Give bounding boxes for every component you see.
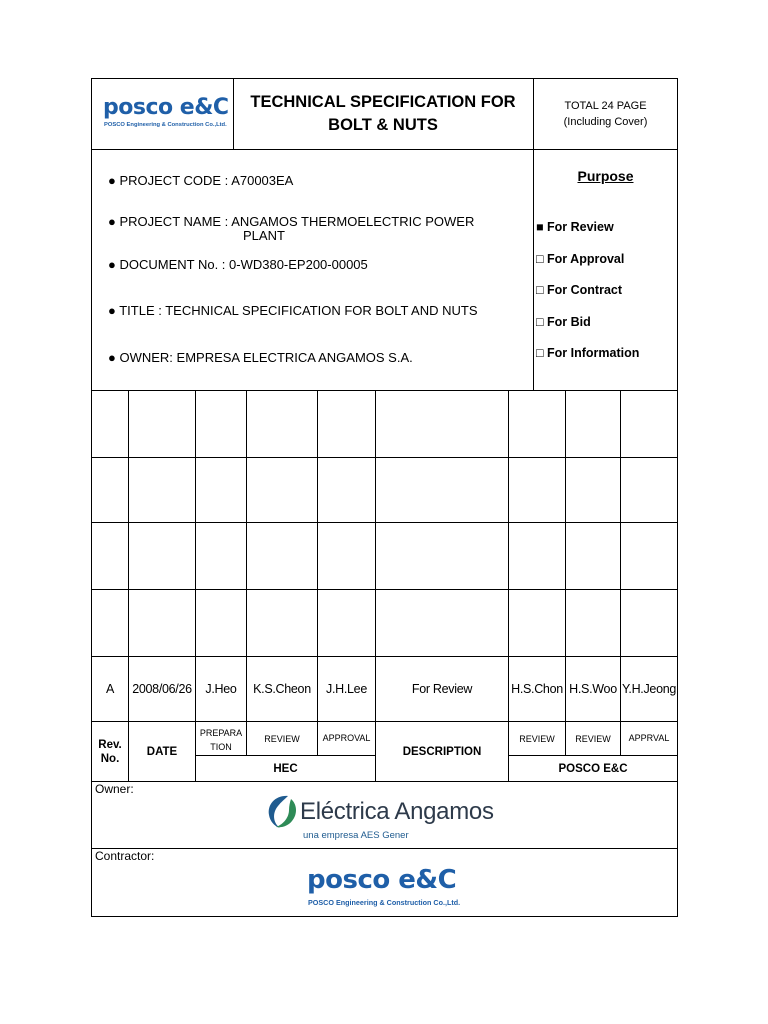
posco-logo-header <box>92 80 233 148</box>
posco-approval-cell: Y.H.Jeong <box>621 682 677 696</box>
angamos-swirl-icon <box>264 793 302 831</box>
grid-col <box>195 390 196 781</box>
electrica-angamos-logo <box>262 793 512 845</box>
including-cover: (Including Cover) <box>563 116 648 128</box>
rev-date-cell: 2008/06/26 <box>132 682 192 696</box>
owner-info: ● OWNER: EMPRESA ELECTRICA ANGAMOS S.A. <box>108 350 413 365</box>
purpose-for-review[interactable]: ■ For Review <box>536 220 614 234</box>
rev-no-cell: A <box>105 682 115 696</box>
rev-approval-cell: J.H.Lee <box>326 682 367 696</box>
document-number: ● DOCUMENT No. : 0-WD380-EP200-00005 <box>108 257 368 272</box>
title-line-1: TECHNICAL SPECIFICATION FOR <box>250 93 516 111</box>
rev-row-divider <box>91 457 678 458</box>
rev-row-divider <box>91 589 678 590</box>
rev-review-cell: K.S.Cheon <box>253 682 311 696</box>
angamos-logo-name: Eléctrica Angamos <box>300 798 494 825</box>
purpose-for-contract[interactable]: □ For Contract <box>536 283 623 297</box>
rev-no-header <box>92 722 128 781</box>
rev-row-divider <box>91 522 678 523</box>
project-name: ● PROJECT NAME : ANGAMOS THERMOELECTRIC POWER <box>108 214 475 229</box>
description-header: DESCRIPTION <box>402 745 482 758</box>
posco-review1-header: REVIEW <box>519 733 555 744</box>
page-count <box>534 80 677 148</box>
approval-header: APPROVAL <box>322 732 371 743</box>
posco-logo-subtext-large: POSCO Engineering & Construction Co.,Ltd. <box>308 898 461 907</box>
document-title-info: ● TITLE : TECHNICAL SPECIFICATION FOR BOLT AND NUTS <box>108 303 478 318</box>
owner-divider <box>91 848 678 849</box>
posco-header: POSCO E&C <box>558 762 628 775</box>
rev-description-cell: For Review <box>411 682 473 696</box>
purpose-for-bid[interactable]: □ For Bid <box>536 315 591 329</box>
hec-header: HEC <box>273 762 298 775</box>
posco-review1-cell: H.S.Chon <box>511 682 563 696</box>
total-pages: TOTAL 24 PAGE <box>564 100 647 112</box>
project-code: ● PROJECT CODE : A70003EA <box>108 173 294 188</box>
posco-logo-subtext: POSCO Engineering & Construction Co.,Ltd. <box>104 122 227 128</box>
posco-logo-text: posco e&C <box>103 95 229 120</box>
review-header: REVIEW <box>264 733 300 744</box>
posco-logo-contractor <box>305 865 475 913</box>
prep-label-1: PREPARA <box>199 727 243 738</box>
no-label: No. <box>100 752 120 765</box>
date-header: DATE <box>146 745 178 758</box>
posco-review2-header: REVIEW <box>575 733 611 744</box>
purpose-heading: Purpose <box>577 168 634 184</box>
title-line-2: BOLT & NUTS <box>328 116 438 134</box>
posco-approval-header: APPRVAL <box>628 732 670 743</box>
rev-label: Rev. <box>98 738 122 751</box>
project-name-continued: PLANT <box>243 228 285 243</box>
contractor-label: Contractor: <box>95 849 155 863</box>
header-divider <box>91 149 678 150</box>
purpose-for-approval[interactable]: □ For Approval <box>536 252 625 266</box>
table-bottom-divider <box>91 781 678 782</box>
rev-preparation-cell: J.Heo <box>205 682 237 696</box>
owner-label: Owner: <box>95 782 134 796</box>
document-frame <box>91 78 678 917</box>
preparation-header <box>196 724 246 755</box>
angamos-logo-tagline: una empresa AES Gener <box>303 830 409 841</box>
document-title <box>234 80 532 148</box>
info-divider <box>91 390 678 391</box>
posco-logo-text-large: posco e&C <box>307 865 457 895</box>
posco-review2-cell: H.S.Woo <box>569 682 617 696</box>
purpose-for-information[interactable]: □ For Information <box>536 346 640 360</box>
prep-label-2: TION <box>210 741 232 752</box>
